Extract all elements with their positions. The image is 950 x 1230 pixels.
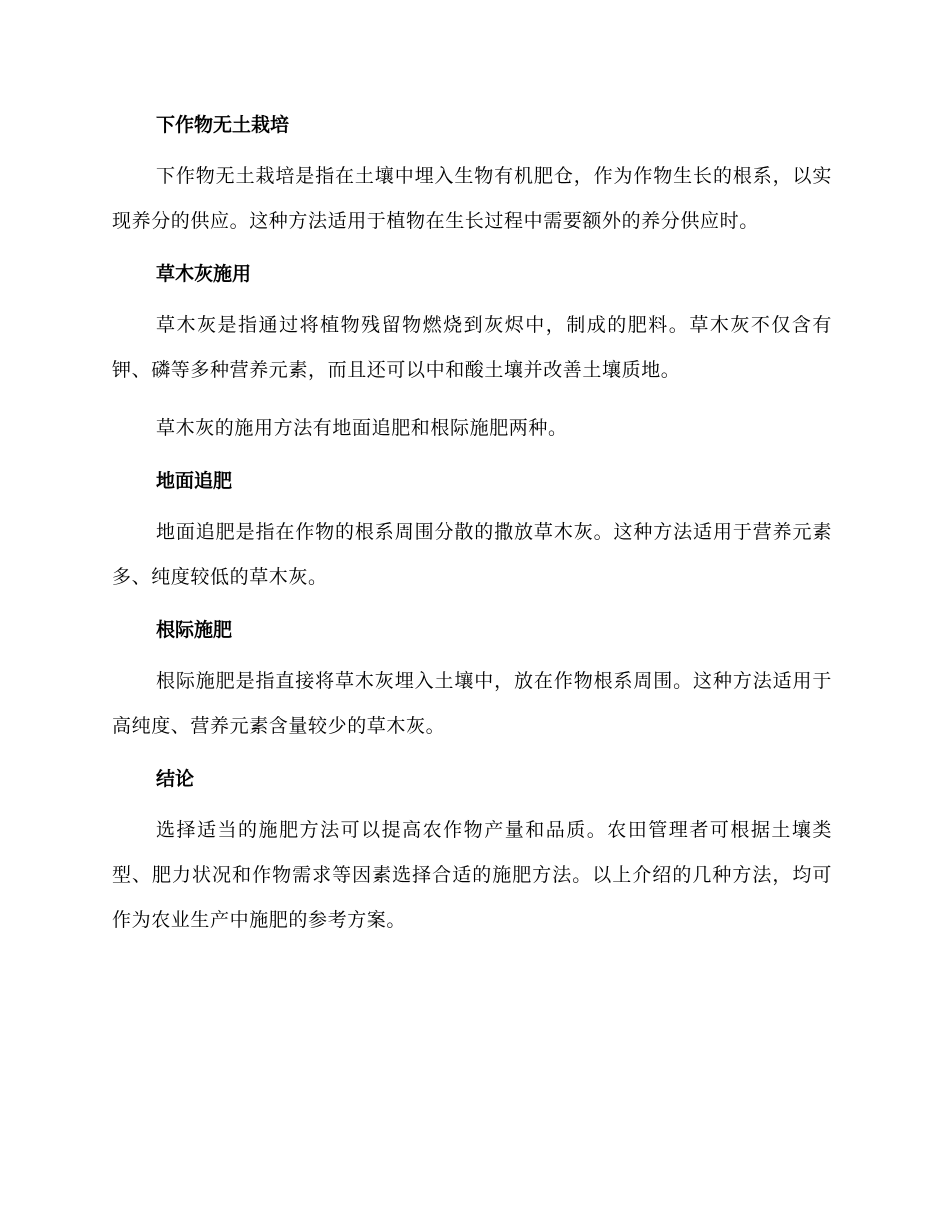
paragraph: 草木灰是指通过将植物残留物燃烧到灰烬中，制成的肥料。草木灰不仅含有钾、磷等多种营养元素，而且还可以中和酸土壤并改善土壤质地。 [112, 314, 832, 381]
document-page [112, 108, 832, 943]
paragraph: 选择适当的施肥方法可以提高农作物产量和品质。农田管理者可根据土壤类型、肥力状况和作物需求等因素选择合适的施肥方法。以上介绍的几种方法，均可作为农业生产中施肥的参考方案。 [112, 819, 832, 931]
paragraph: 根际施肥是指直接将草木灰埋入土壤中，放在作物根系周围。这种方法适用于高纯度、营养元素含量较少的草木灰。 [112, 670, 832, 737]
section-heading: 地面追肥 [156, 470, 233, 492]
paragraph: 地面追肥是指在作物的根系周围分散的撒放草木灰。这种方法适用于营养元素多、纯度较低的草木灰。 [112, 521, 832, 588]
paragraph: 下作物无土栽培是指在土壤中埋入生物有机肥仓，作为作物生长的根系，以实现养分的供应。这种方法适用于植物在生长过程中需要额外的养分供应时。 [112, 165, 832, 232]
section-heading: 下作物无土栽培 [156, 114, 290, 136]
section-heading: 结论 [156, 768, 195, 790]
paragraph: 草木灰的施用方法有地面追肥和根际施肥两种。 [156, 417, 568, 439]
section-heading: 草木灰施用 [156, 263, 252, 285]
section-heading: 根际施肥 [156, 619, 233, 641]
